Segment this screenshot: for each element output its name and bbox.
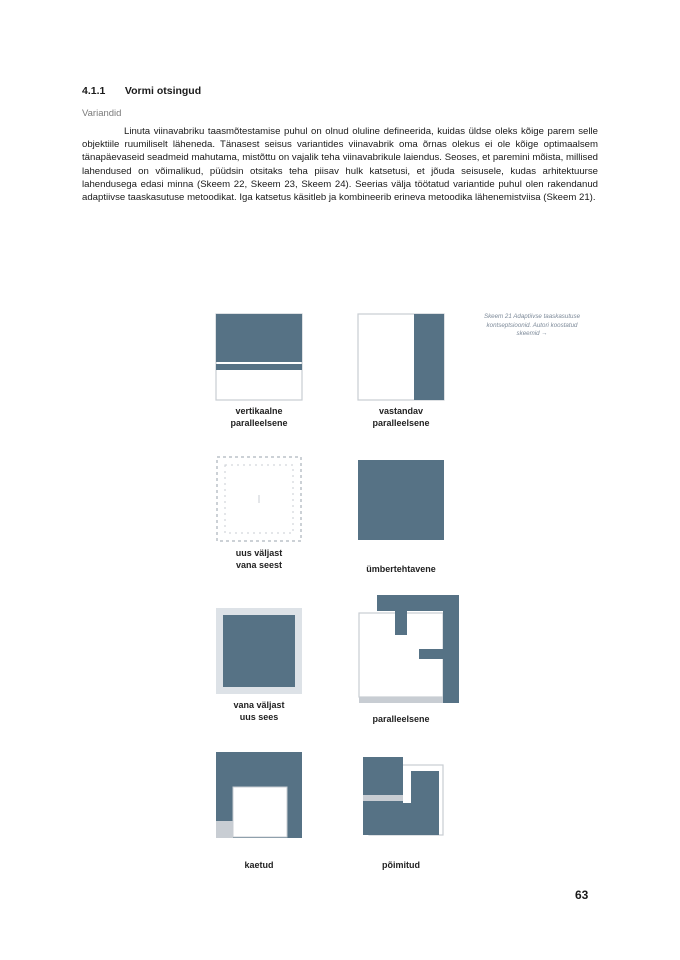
body-paragraph: Linuta viinavabriku taasmõtestamise puhul on olnud oluline defineerida, kuidas üldse oleks kõige parem selle objektiile ruumiliselt läheneda. Tänasest seisus variantides viinavabrik oma õrnas olekus ei ole kõige optimaalsem tänapäevaseid seadmeid mahutama, mistõttu on vajalik teha viinavabrikule laiendus. Seoses, et paremini mõista, millised lahendused on võimalikud, püüdsin otsitaks teha piisav hulk katsetusi, et jõuda seisusele, kudas arhitektuurse lahendusega edasi minna (Skeem 22, Skeem 23, Skeem 24). Seerias välja töötatud variantide puhul olen rakendanud adaptiivse taaskasutuse metoodikat. Iga katsetus käsitleb ja kombineerib erineva metoodika lähenemistviisa (Skeem 21).: [82, 126, 598, 204]
figure-caption: Skeem 21 Adaptiivse taaskasutuse kontseptsioonid. Autori koostatud skeemid →: [483, 313, 581, 338]
parallel-wrap-icon: [357, 593, 461, 705]
diagram-label-6: paralleelsene: [372, 714, 430, 724]
diagram-label-1: vertikaalne paralleelsene: [230, 406, 288, 428]
diagram-label-4: ümbertehtavene: [366, 564, 436, 574]
diagram-label-2: vastandav paralleelsene: [372, 406, 430, 428]
page-number: 63: [575, 888, 589, 902]
covered-icon: [215, 751, 303, 839]
diagram-label-8: põimitud: [382, 860, 420, 870]
diagram-label-7: kaetud: [244, 860, 274, 870]
old-outside-new-inside-icon: [215, 607, 303, 695]
interwoven-icon: [357, 751, 447, 841]
diagram-label-5: vana väljast uus sees: [233, 700, 285, 722]
section-title: Vormi otsingud: [124, 85, 202, 97]
full-fill-icon: [357, 459, 445, 541]
diagram-label-3: uus väljast vana seest: [235, 548, 283, 570]
section-heading: [82, 85, 201, 97]
vertical-parallel-icon: [215, 313, 303, 401]
opposing-parallel-icon: [357, 313, 445, 401]
section-number: 4.1.1: [82, 85, 106, 97]
new-outside-old-inside-icon: [215, 455, 303, 543]
subsection-title: Variandid: [82, 108, 122, 119]
